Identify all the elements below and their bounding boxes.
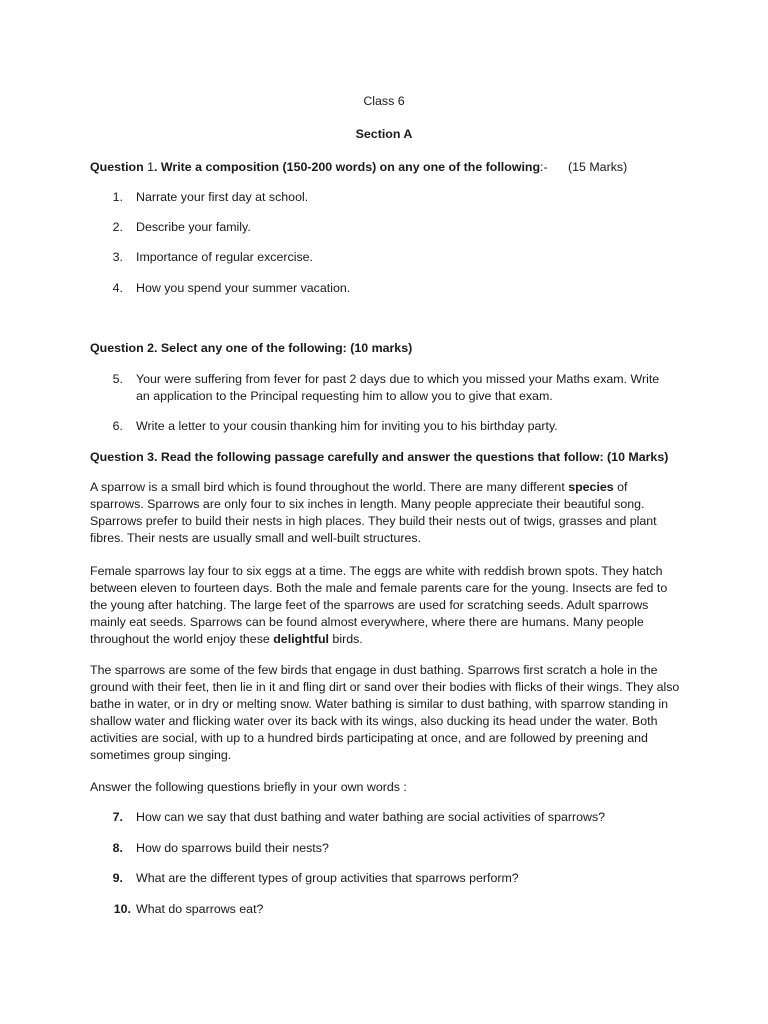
list-item: Narrate your first day at school. — [136, 190, 309, 204]
paragraph-text: of sparrows. Sparrows are only four to six inches in length. Many people appreciate their beautiful song. Sparrows prefer to build their nests in high places. They build their nests out of twigs, grasses and plant fibres. Their nests are usually small and well-built structures. — [90, 480, 657, 545]
list-item: Your were suffering from fever for past 2 days due to which you missed your Maths exam. Write an application to the Principal requesting him to allow you to give that exam. — [136, 372, 660, 403]
question-1-heading — [90, 159, 548, 176]
bold-word: species — [568, 480, 614, 494]
list-item-number: 1. — [112, 190, 123, 204]
list-item-number: 4. — [112, 281, 123, 295]
list-item: How you spend your summer vacation. — [136, 281, 351, 295]
bold-word: delightful — [273, 632, 329, 646]
list-item: Describe your family. — [136, 220, 251, 234]
passage-paragraph-1 — [90, 479, 680, 547]
passage-paragraph-2 — [90, 563, 680, 648]
question-item: How can we say that dust bathing and water bathing are social activities of sparrows? — [136, 810, 606, 824]
q1-number: 1 — [147, 160, 155, 174]
question-number: 10. — [113, 902, 131, 916]
paragraph-text: Female sparrows lay four to six eggs at a time. The eggs are white with reddish brown spots. They hatch between eleven to fourteen days. Both the male and female parents care for the young. Insects are fed to the young after hatching. The large feet of the sparrows are used for scratching seeds. Adult sparrows mainly eat seeds. Sparrows can be found almost everywhere, where there are humans. Many people throughout the world enjoy these — [90, 564, 668, 646]
paragraph-text: birds. — [328, 632, 363, 646]
question-number: 7. — [112, 810, 123, 824]
class-label: Class 6 — [363, 94, 405, 108]
list-item-number: 3. — [112, 250, 123, 264]
paragraph-text: A sparrow is a small bird which is found throughout the world. There are many different — [90, 480, 569, 494]
question-number: 9. — [112, 871, 123, 885]
list-item: Importance of regular excercise. — [136, 250, 313, 264]
passage-paragraph-3: The sparrows are some of the few birds that engage in dust bathing. Sparrows first scratch a hole in the ground with their feet, then lie in it and fling dirt or sand over their bodies with flicks of their wings. They also bathe in water, or in dry or melting snow. Water bathing is similar to dust bathing, with sparrow standing in shallow water and flicking water over its back with its wings, also ducking its head under the water. Both activities are social, with up to a hundred birds participating at once, and are followed by preening and sometimes group singing. — [90, 663, 680, 762]
list-item-number: 6. — [112, 419, 123, 433]
q2-rest: . Select any one of the following: (10 marks) — [154, 341, 413, 355]
list-item-number: 5. — [112, 372, 123, 386]
list-item: Write a letter to your cousin thanking him for inviting you to his birthday party. — [136, 419, 558, 433]
q1-marks: (15 Marks) — [568, 160, 628, 174]
question-number: 8. — [112, 841, 123, 855]
question-2-heading — [90, 340, 412, 357]
list-item-number: 2. — [112, 220, 123, 234]
q1-rest: . Write a composition (150-200 words) on any one of the following — [154, 160, 541, 174]
section-title: Section A — [355, 127, 413, 141]
q2-lead: Question 2 — [90, 341, 155, 355]
question-3-heading: Question 3. Read the following passage carefully and answer the questions that follow: (10 Marks) — [90, 450, 669, 464]
q1-lead: Question — [90, 160, 148, 174]
question-item: What are the different types of group activities that sparrows perform? — [136, 871, 519, 885]
answer-instruction: Answer the following questions briefly in your own words : — [90, 780, 407, 794]
question-item: What do sparrows eat? — [136, 902, 264, 916]
q1-tail: :- — [540, 160, 548, 174]
question-item: How do sparrows build their nests? — [136, 841, 329, 855]
